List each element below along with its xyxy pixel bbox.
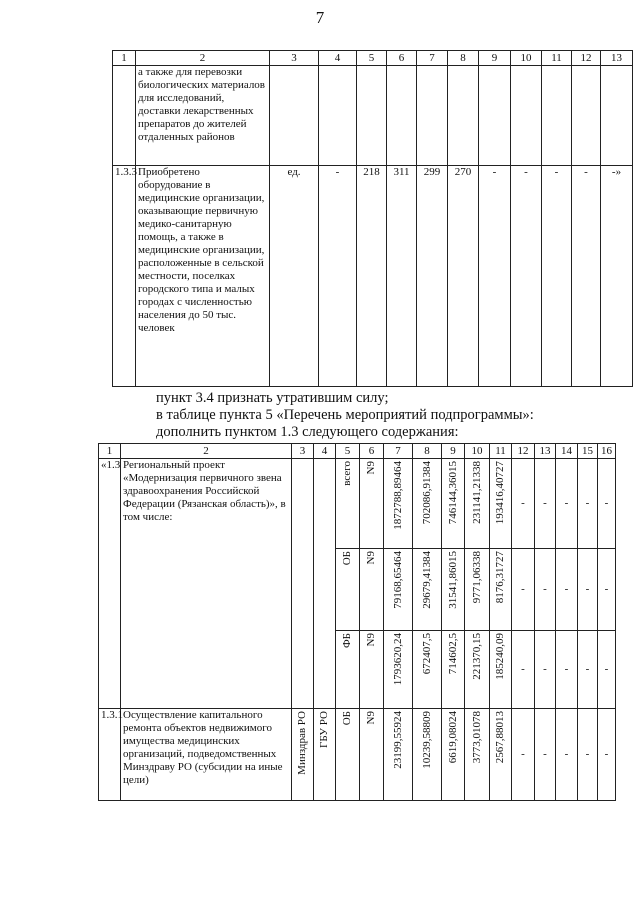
header-cell: 3 xyxy=(292,444,314,459)
page-number: 7 xyxy=(315,8,325,27)
table-row-1-3-total xyxy=(99,459,616,549)
header-cell: 9 xyxy=(442,444,465,459)
code-cell: N9 xyxy=(365,633,377,647)
funding-source: всего xyxy=(341,461,353,486)
table-row-1-3-3 xyxy=(113,166,633,387)
code-cell: N9 xyxy=(365,711,377,725)
value-cell: 746144,36015 xyxy=(446,461,459,525)
header-cell: 12 xyxy=(512,444,535,459)
header-cell: 12 xyxy=(572,51,601,66)
row-number: 1.3.3 xyxy=(113,166,136,387)
dash-cell: - xyxy=(535,631,556,709)
cell: 218 xyxy=(357,166,387,387)
header-cell: 1 xyxy=(99,444,121,459)
dash-cell: - xyxy=(512,549,535,631)
cell: -» xyxy=(601,166,633,387)
funding-source: ФБ xyxy=(341,633,353,649)
paragraph-3: дополнить пунктом 1.3 следующего содержания: xyxy=(156,424,459,440)
table-header-row xyxy=(99,444,616,459)
dash-cell: - xyxy=(556,459,578,549)
row-text: Региональный проект «Модернизация первичного звена здравоохранения Российской Федерации (Рязанская область)», в том числе: xyxy=(121,459,292,709)
dash-cell: - xyxy=(512,631,535,709)
value-cell: 231141,21338 xyxy=(470,461,483,524)
value-cell: 10239,58809 xyxy=(420,711,433,769)
header-cell: 16 xyxy=(598,444,616,459)
code-cell: N9 xyxy=(365,461,377,475)
cell: 299 xyxy=(417,166,448,387)
value-cell: 2567,88013 xyxy=(494,711,506,764)
value-cell: 79168,65464 xyxy=(391,551,404,609)
cell: - xyxy=(511,166,542,387)
dash-cell: - xyxy=(598,709,616,801)
cell: - xyxy=(572,166,601,387)
cell: - xyxy=(479,166,511,387)
dash-cell: - xyxy=(578,709,598,801)
header-cell: 3 xyxy=(270,51,319,66)
table-row-1-3-1 xyxy=(99,709,616,801)
table-measures xyxy=(98,443,616,801)
header-cell: 1 xyxy=(113,51,136,66)
cell: - xyxy=(542,166,572,387)
dash-cell: - xyxy=(556,709,578,801)
value-cell: 29679,41384 xyxy=(420,551,433,609)
dash-cell: - xyxy=(598,459,616,549)
dash-cell: - xyxy=(598,631,616,709)
cell: - xyxy=(319,166,357,387)
header-cell: 8 xyxy=(448,51,479,66)
header-cell: 2 xyxy=(136,51,270,66)
header-cell: 5 xyxy=(357,51,387,66)
dash-cell: - xyxy=(578,459,598,549)
row-text: Осуществление капитального ремонта объектов недвижимого имущества медицинских организаций, подведомственных Минздраву РО (субсидии на иные цели) xyxy=(121,709,292,801)
dash-cell: - xyxy=(578,631,598,709)
header-cell: 11 xyxy=(542,51,572,66)
code-cell: N9 xyxy=(365,551,377,565)
header-cell: 14 xyxy=(556,444,578,459)
dash-cell: - xyxy=(535,549,556,631)
header-cell: 2 xyxy=(121,444,292,459)
header-cell: 9 xyxy=(479,51,511,66)
dash-cell: - xyxy=(512,709,535,801)
value-cell: 31541,86015 xyxy=(446,551,459,609)
row-number: «1.3 xyxy=(99,459,121,709)
header-cell: 8 xyxy=(413,444,442,459)
header-cell: 13 xyxy=(601,51,633,66)
responsible-cell: Минздрав РО xyxy=(296,711,308,775)
dash-cell: - xyxy=(556,549,578,631)
header-cell: 6 xyxy=(387,51,417,66)
value-cell: 714602,5 xyxy=(446,633,459,675)
header-cell: 15 xyxy=(578,444,598,459)
dash-cell: - xyxy=(556,631,578,709)
header-cell: 10 xyxy=(465,444,490,459)
funding-source: ОБ xyxy=(341,711,353,726)
dash-cell: - xyxy=(512,459,535,549)
header-cell: 10 xyxy=(511,51,542,66)
table-row-continued xyxy=(113,66,633,166)
header-cell: 5 xyxy=(336,444,360,459)
value-cell: 185240,09 xyxy=(494,633,506,680)
paragraph-1: пункт 3.4 признать утратившим силу; xyxy=(156,390,389,406)
value-cell: 193416,40727 xyxy=(494,461,506,525)
header-cell: 4 xyxy=(314,444,336,459)
unit-cell: ед. xyxy=(270,166,319,387)
row-number: 1.3.1 xyxy=(99,709,121,801)
header-cell: 13 xyxy=(535,444,556,459)
header-cell: 6 xyxy=(360,444,384,459)
value-cell: 6619,08024 xyxy=(446,711,459,764)
table-header-row xyxy=(113,51,633,66)
executor-cell: ГБУ РО xyxy=(318,711,330,749)
value-cell: 1793620,24 xyxy=(391,633,404,686)
value-cell: 9771,06338 xyxy=(470,551,483,604)
header-cell: 7 xyxy=(417,51,448,66)
header-cell: 4 xyxy=(319,51,357,66)
dash-cell: - xyxy=(535,709,556,801)
header-cell: 7 xyxy=(384,444,413,459)
dash-cell: - xyxy=(598,549,616,631)
funding-source: ОБ xyxy=(341,551,353,566)
cell: 311 xyxy=(387,166,417,387)
dash-cell: - xyxy=(535,459,556,549)
value-cell: 221370,15 xyxy=(470,633,483,680)
row-text: а также для перевозки биологических материалов для исследований, доставки лекарственных препаратов до жителей отдаленных районов xyxy=(136,66,270,166)
paragraph-2: в таблице пункта 5 «Перечень мероприятий подпрограммы»: xyxy=(156,407,534,423)
dash-cell: - xyxy=(578,549,598,631)
cell: 270 xyxy=(448,166,479,387)
value-cell: 8176,31727 xyxy=(494,551,506,604)
value-cell: 672407,5 xyxy=(420,633,433,675)
value-cell: 702086,91384 xyxy=(420,461,433,525)
value-cell: 3773,01078 xyxy=(470,711,483,764)
row-text: Приобретено оборудование в медицинские организации, оказывающие первичную медико-санитарную помощь, а также в медицинские организации, расположенные в сельской местности, поселках городского типа и малых городах с численностью населения до 50 тыс. человек xyxy=(136,166,270,387)
value-cell: 1872788,89464 xyxy=(391,461,404,530)
header-cell: 11 xyxy=(490,444,512,459)
table-continued xyxy=(112,50,633,387)
value-cell: 23199,55924 xyxy=(391,711,404,769)
